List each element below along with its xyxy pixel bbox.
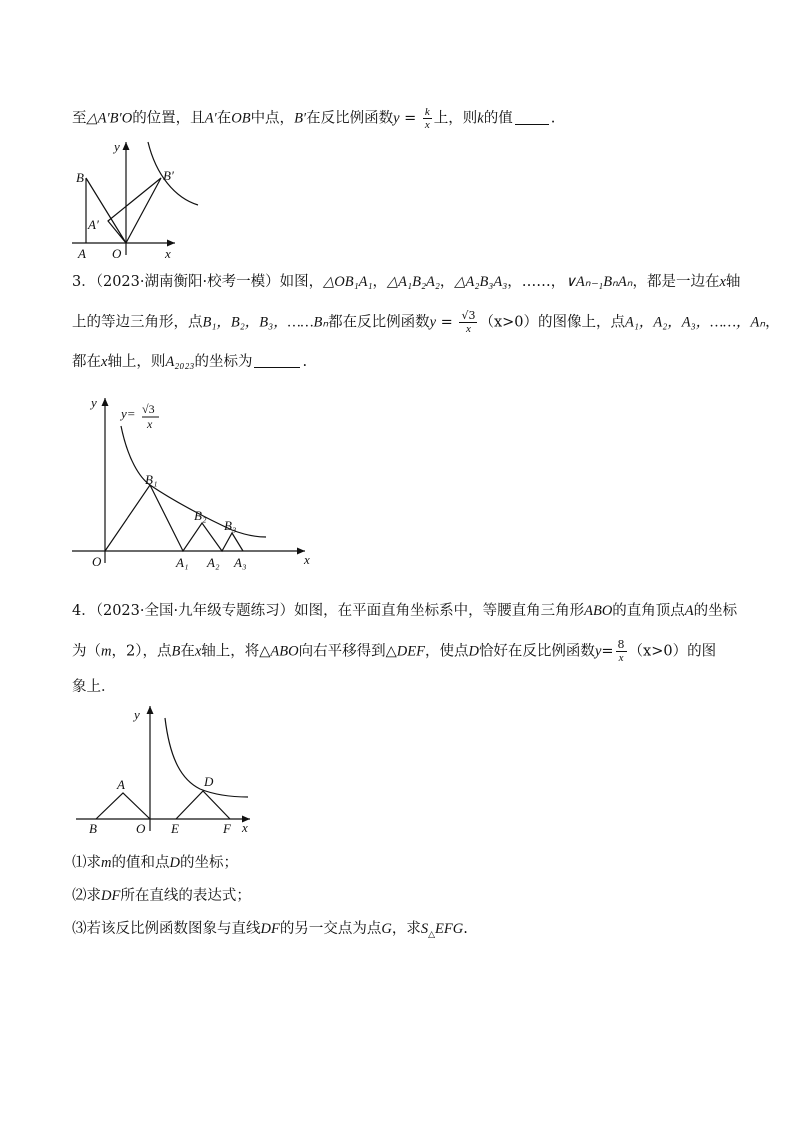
label-function-num: √3 <box>142 402 155 416</box>
triangle-label: △A′B′O <box>86 110 133 127</box>
var-m: m <box>101 855 112 871</box>
point-label: D <box>468 643 479 660</box>
text: 中点， <box>250 110 295 127</box>
label-A-prime: A′ <box>88 217 99 232</box>
triangle-label: ABO <box>270 643 299 660</box>
text: 在 <box>216 110 232 127</box>
point-label: A₂₀₂₃ <box>165 354 195 370</box>
equals: = <box>601 643 614 660</box>
label-O: O <box>112 246 122 261</box>
text: 向右平移得到△ <box>298 643 397 660</box>
label-B: B <box>76 170 84 185</box>
fraction-den: x <box>466 323 471 335</box>
condition: （x>0） <box>479 314 539 331</box>
var-x: x <box>194 643 202 660</box>
text: ⑴求 <box>72 855 101 871</box>
triangle-label: △OB₁A₁ <box>323 274 373 290</box>
label-O: O <box>92 554 102 569</box>
text: 的值和点 <box>111 855 170 871</box>
fraction-num: √3 <box>461 309 476 322</box>
label-B2: B₂ <box>194 508 207 523</box>
problem-source: （2023·湖南衡阳·校考一模） <box>95 274 280 290</box>
problem4-q3 <box>72 919 468 945</box>
point-label: G <box>381 921 392 937</box>
problem4-q1 <box>72 853 238 873</box>
var-x: x <box>719 274 726 290</box>
point-label: A <box>684 603 694 619</box>
text: 在反比例函数 <box>306 110 394 127</box>
point-label: B′ <box>294 110 307 127</box>
label-B-prime: B′ <box>163 168 174 183</box>
var-y: y <box>429 314 437 331</box>
points-list: B₁，B₂，B₃，……Bₙ <box>202 314 329 331</box>
text: 的直角顶点 <box>612 603 685 619</box>
text: ⑶若该反比例函数图象与直线 <box>72 921 261 937</box>
problem4-q2 <box>72 886 251 906</box>
segment-label: DF <box>260 921 280 937</box>
label-D: D <box>204 774 214 789</box>
point-label: D <box>169 855 180 871</box>
segment-label: OB <box>231 110 251 127</box>
var-k: k <box>477 110 484 127</box>
text: 如图，在平面直角坐标系中，等腰直角三角形 <box>294 603 585 619</box>
point-label: B <box>171 643 181 660</box>
text: 所在直线的表达式； <box>120 888 251 904</box>
label-x: x <box>165 246 171 261</box>
text: . <box>302 354 308 370</box>
triangle-label: EFG <box>435 921 464 937</box>
text: . <box>550 110 556 127</box>
label-B1: B₁ <box>145 472 158 487</box>
label-E: E <box>171 821 179 836</box>
triangle-label: DEF <box>396 643 425 660</box>
text: 的图 <box>687 643 717 660</box>
triangle-label: ∨Aₙ₋₁BₙAₙ <box>565 274 633 290</box>
label-A2: A₂ <box>207 555 220 570</box>
label-A1: A₁ <box>176 555 189 570</box>
label-y: y <box>134 707 140 722</box>
var-x: x <box>101 354 108 370</box>
condition: （x>0） <box>628 643 688 660</box>
text: 的值 <box>483 110 513 127</box>
problem-number: 3． <box>72 274 96 290</box>
label-function-y: y= <box>121 406 136 421</box>
text: ， <box>372 274 388 290</box>
text: 的坐标； <box>179 855 238 871</box>
var-m: m <box>101 643 112 660</box>
text: ，都是一边在 <box>632 274 720 290</box>
triangle-label: △A₁B₂A₂ <box>387 274 440 290</box>
problem-number: 4． <box>72 603 96 619</box>
text: 的坐标 <box>693 603 738 619</box>
label-A: A <box>78 246 86 261</box>
text: 轴上，则 <box>107 354 166 370</box>
label-A: A <box>117 777 125 792</box>
var-y: y <box>594 643 602 660</box>
area-symbol: S <box>420 921 429 937</box>
text: ，使点 <box>424 643 469 660</box>
var-y: y <box>393 110 400 127</box>
label-y: y <box>91 395 97 410</box>
text: ⑵求 <box>72 888 101 904</box>
text: ， <box>439 274 455 290</box>
problem-source: （2023·全国·九年级专题练习） <box>95 603 295 619</box>
text: 都在反比例函数 <box>328 314 430 331</box>
text: 轴 <box>725 274 741 290</box>
text: 都在 <box>72 354 101 370</box>
text: 的位置，且 <box>132 110 205 127</box>
label-x: x <box>242 820 248 835</box>
text: 如图， <box>279 274 324 290</box>
label-F: F <box>223 821 231 836</box>
fraction-num: 8 <box>617 638 625 651</box>
label-A3: A₃ <box>234 555 247 570</box>
text: 的坐标为 <box>194 354 253 370</box>
triangle-label: △A₂B₃A₃ <box>454 274 508 290</box>
fraction-num: k <box>424 106 430 118</box>
text: ，……， <box>507 274 566 290</box>
fraction-den: x <box>618 652 624 664</box>
text: 上，则 <box>433 110 478 127</box>
area-subscript: △ <box>428 929 435 940</box>
text: 在 <box>180 643 195 660</box>
text: 的图像上，点 <box>538 314 626 331</box>
label-x: x <box>304 552 310 567</box>
text: 恰好在反比例函数 <box>478 643 595 660</box>
text: 的另一交点为点 <box>279 921 382 937</box>
label-B: B <box>89 821 97 836</box>
text: 上的等边三角形，点 <box>72 314 203 331</box>
text: ，求 <box>391 921 421 937</box>
text: 轴上，将△ <box>201 643 271 660</box>
label-function-den: x <box>147 417 153 431</box>
equals: = <box>436 314 458 331</box>
text: ，2），点 <box>111 643 172 660</box>
point-label: A′ <box>204 110 217 127</box>
label-B3: B₃ <box>224 518 237 533</box>
equals: = <box>399 110 421 127</box>
label-y: y <box>114 139 120 154</box>
text: 象上． <box>72 679 116 695</box>
text: 为（ <box>72 643 101 660</box>
text: ， <box>765 314 780 331</box>
segment-label: DF <box>101 888 121 904</box>
label-O: O <box>136 821 146 836</box>
points-list: A₁，A₂，A₃，……，Aₙ <box>625 314 766 331</box>
text: 至 <box>72 110 87 127</box>
text: . <box>463 921 468 937</box>
y-axis-arrow <box>147 706 154 714</box>
fraction-den: x <box>424 119 430 131</box>
triangle-label: ABO <box>584 603 613 619</box>
